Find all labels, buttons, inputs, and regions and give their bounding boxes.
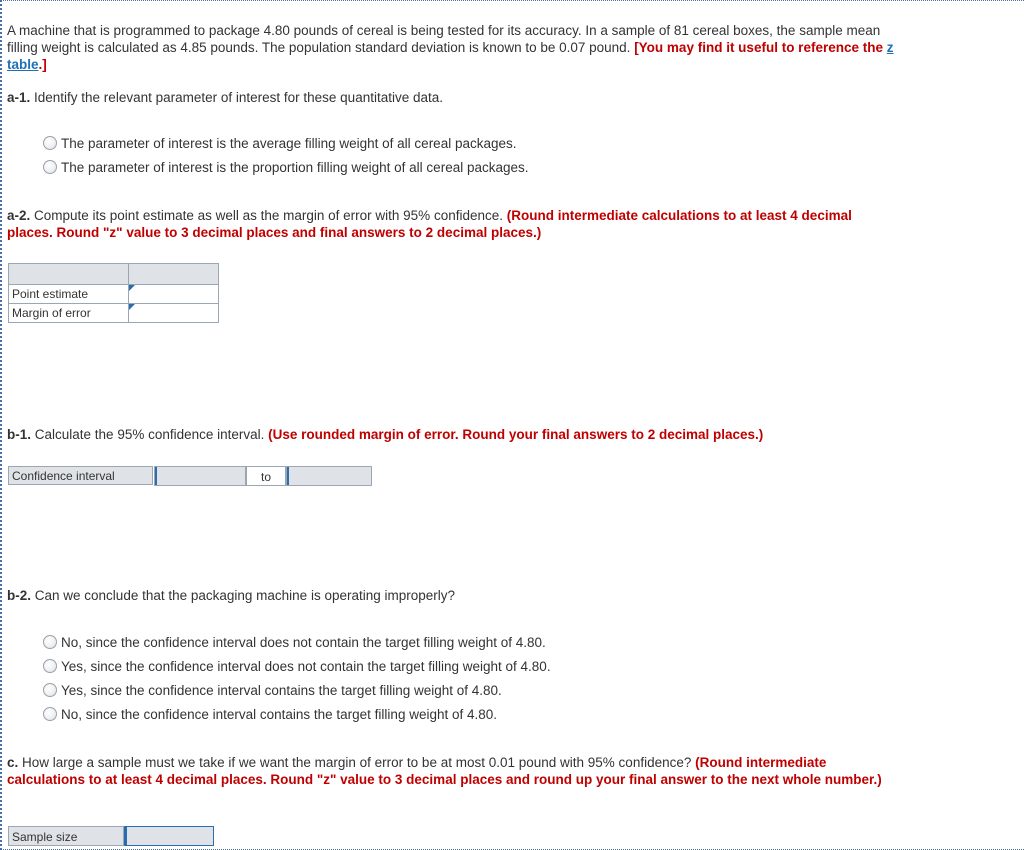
input-flag-icon <box>125 827 127 845</box>
part-label-b2: b-2. <box>7 588 32 603</box>
option-label: Yes, since the confidence interval contains the target filling weight of 4.80. <box>61 682 502 698</box>
point-estimate-input[interactable] <box>128 285 218 304</box>
ci-separator: to <box>246 466 286 486</box>
option-label: No, since the confidence interval contains the target filling weight of 4.80. <box>61 706 498 722</box>
a1-option-2[interactable] <box>43 159 529 175</box>
instruction-b1: (Use rounded margin of error. Round your final answers to 2 decimal places.) <box>268 427 764 442</box>
question-text-c: How large a sample must we take if we want the margin of error to be at most 0.01 pound with 95% confidence? <box>18 755 696 770</box>
radio-button[interactable] <box>43 160 57 174</box>
part-label-a2: a-2. <box>7 208 31 223</box>
b2-option-2[interactable] <box>43 658 551 674</box>
table-header-cell <box>9 264 129 285</box>
problem-text: A machine that is programmed to package 4.80 pounds of cereal is being tested for its accuracy. In a sample of 81 cereal boxes, the sample mean filling weight is calculated as 4.85 pounds. The population standard deviation is known to be 0.07 pound. <box>7 23 881 55</box>
option-label: The parameter of interest is the proportion filling weight of all cereal packages. <box>61 159 529 175</box>
question-c <box>7 754 887 788</box>
z-table-link[interactable]: z table <box>7 40 894 72</box>
b2-option-3[interactable] <box>43 682 502 698</box>
radio-button[interactable] <box>43 707 57 721</box>
ci-lower-input[interactable] <box>154 466 246 486</box>
question-b1 <box>7 426 887 443</box>
question-text-b1: Calculate the 95% confidence interval. <box>31 427 269 442</box>
radio-button[interactable] <box>43 683 57 697</box>
problem-statement <box>7 22 907 73</box>
sample-size-label: Sample size <box>8 826 124 846</box>
part-label-c: c. <box>7 755 19 770</box>
option-label: No, since the confidence interval does not contain the target filling weight of 4.80. <box>61 634 546 650</box>
input-flag-icon <box>129 304 135 310</box>
input-flag-icon <box>287 467 289 485</box>
b2-option-4[interactable] <box>43 706 497 722</box>
hint-suffix: .] <box>38 57 47 72</box>
option-label: The parameter of interest is the average filling weight of all cereal packages. <box>61 135 517 151</box>
input-flag-icon <box>155 467 157 485</box>
radio-button[interactable] <box>43 659 57 673</box>
sample-size-input[interactable] <box>124 826 214 846</box>
instruction-c: (Round intermediate calculations to at least 4 decimal places. Round "z" value to 3 decimal places and round up your final answer to the next whole number.) <box>7 755 882 787</box>
question-a2 <box>7 207 887 241</box>
option-label: Yes, since the confidence interval does not contain the target filling weight of 4.80. <box>61 658 551 674</box>
question-text-a2: Compute its point estimate as well as the margin of error with 95% confidence. <box>30 208 507 223</box>
a1-option-1[interactable] <box>43 135 517 151</box>
radio-button[interactable] <box>43 635 57 649</box>
input-flag-icon <box>129 285 135 291</box>
question-text-b2: Can we conclude that the packaging machine is operating improperly? <box>31 588 456 603</box>
b2-option-1[interactable] <box>43 634 546 650</box>
row-label-point-estimate: Point estimate <box>9 285 129 304</box>
question-b2 <box>7 587 887 604</box>
table-header-cell <box>128 264 218 285</box>
point-estimate-field[interactable] <box>129 285 218 303</box>
row-label-margin-of-error: Margin of error <box>9 304 129 323</box>
ci-upper-input[interactable] <box>286 466 372 486</box>
margin-of-error-input[interactable] <box>128 304 218 323</box>
part-label-a1: a-1. <box>7 90 31 105</box>
question-a1 <box>7 89 887 106</box>
a2-answer-table <box>8 263 219 323</box>
hint-prefix: [You may find it useful to reference the <box>634 40 887 55</box>
margin-of-error-field[interactable] <box>129 304 218 322</box>
question-text-a1: Identify the relevant parameter of interest for these quantitative data. <box>30 90 444 105</box>
confidence-interval-label: Confidence interval <box>8 466 153 485</box>
part-label-b1: b-1. <box>7 427 32 442</box>
radio-button[interactable] <box>43 136 57 150</box>
instruction-a2: (Round intermediate calculations to at least 4 decimal places. Round "z" value to 3 decimal places and final answers to 2 decimal places.) <box>7 208 852 240</box>
